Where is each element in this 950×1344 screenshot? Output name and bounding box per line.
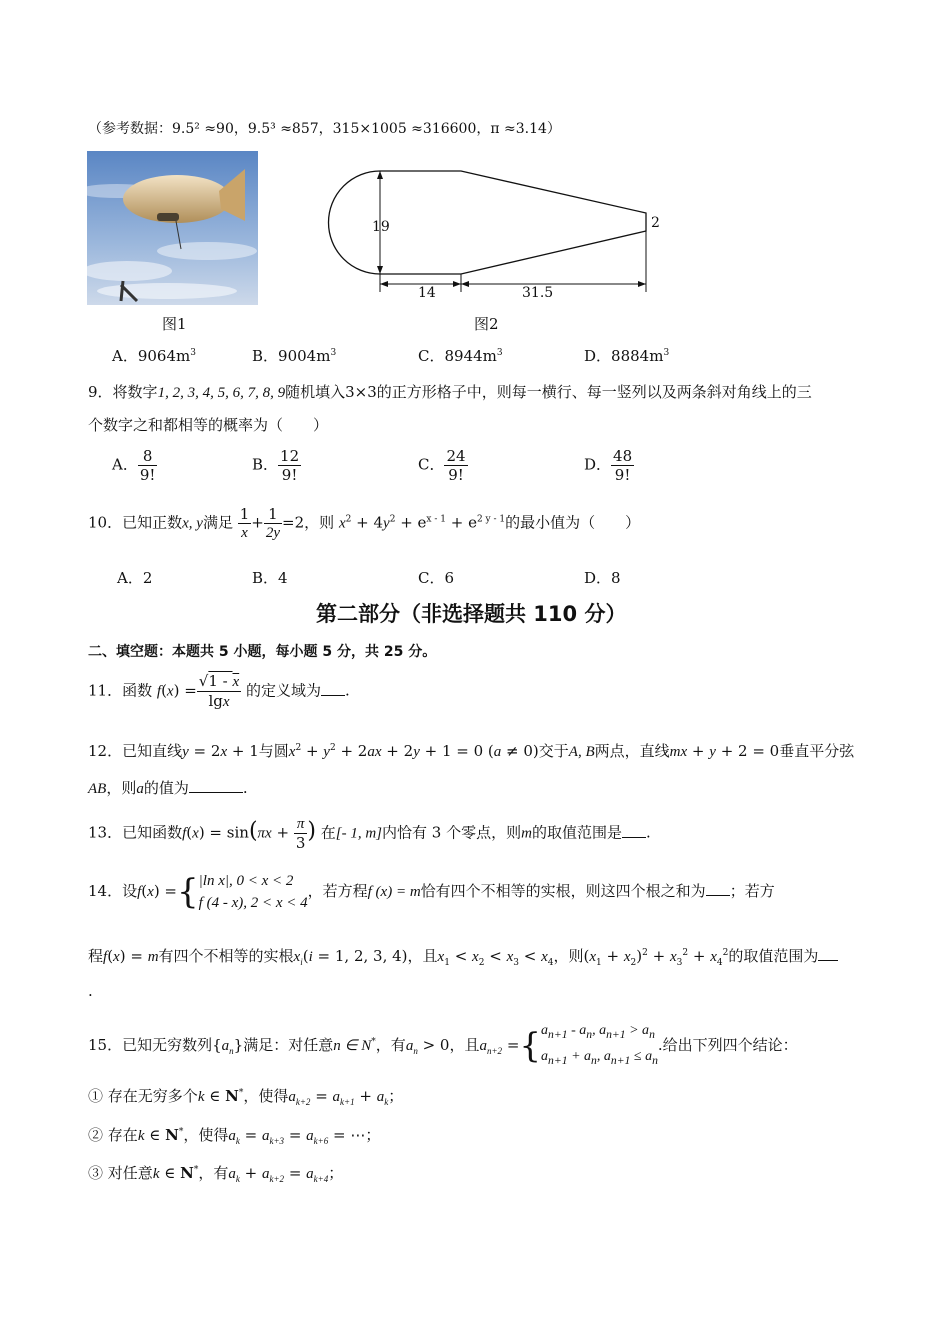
q10-stem: 10．已知正数x, y满足 $\frac{1}{x}$ + $\frac{1}{2y}$ =2，则 $x^2 + 4y^2 + e^{x - 1} + e^{2 y - 1}$的最小值为（ ）: [88, 505, 641, 541]
q8-option-d[interactable]: D．$8884m^3$: [584, 347, 670, 365]
section2-header: 二、填空题：本题共 5 小题，每小题 5 分，共 25 分。: [88, 644, 437, 660]
reference-data: （参考数据：9.5² ≈90，9.5³ ≈857，315×1005 ≈316600，π ≈3.14）: [88, 121, 561, 137]
figure1-airship-photo: [87, 151, 258, 305]
q15-stem: 15．已知无穷数列$\{a_n\}$满足：对任意n ∈ N*，有$a_n > 0$，且$a_{n+2}$ ={ $a_{n+1} - a_n$, $a_{n+1} > a_n$ $a_{n+1} + a_n$, $a_{n+1} \le a_n$ .给出下列四个结论：: [88, 1023, 798, 1067]
q10-option-d[interactable]: D．8: [584, 569, 621, 587]
q9-line2: 个数字之和都相等的概率为（ ）: [88, 416, 329, 434]
figure2-caption: 图2: [474, 315, 499, 333]
q14-line2: 程f(x) = m有四个不相等的实根$x_i(i = 1$, 2, 3, 4)，且$x_1 < x_2 < x_3 < x_4$，则$(x_1 + x_2)^2 + x_3^2 + x_4^2$的取值范围为: [88, 945, 838, 968]
q10-option-b[interactable]: B．4: [252, 569, 288, 587]
q9-option-a[interactable]: A． $\frac{8}{9!}$: [112, 447, 156, 484]
q9-option-d[interactable]: D． $\frac{48}{9!}$: [584, 447, 633, 484]
figure2-label-14: 14: [418, 285, 436, 301]
q8-option-a[interactable]: A．$9064m^3$: [112, 347, 196, 365]
q9-line1: 9．将数字1, 2, 3, 4, 5, 6, 7, 8, 9随机填入3×3的正方形格子中，则每一横行、每一竖列以及两条斜对角线上的三: [88, 383, 812, 401]
figure1-caption: 图1: [162, 315, 187, 333]
conclusion-3: ③ 对任意k ∈ N*，有$a_k + a_{k+2} = a_{k+4}$；: [88, 1164, 344, 1184]
conclusion-1: ① 存在无穷多个k ∈ N*，使得$a_{k+2} = a_{k+1} + a_k$；: [88, 1087, 404, 1107]
conclusion-2: ② 存在k ∈ N*，使得$a_k = a_{k+3} = a_{k+6}$ = ⋯；: [88, 1126, 381, 1146]
part2-title: 第二部分（非选择题共 110 分）: [316, 602, 627, 626]
figure2-label-31-5: 31.5: [522, 285, 554, 301]
q9-option-c[interactable]: C． $\frac{24}{9!}$: [418, 447, 466, 484]
q13-stem: 13．已知函数f(x) = sin(πx + $\frac{\pi}{3}$ ) 在[- 1, m]内恰有 3 个零点，则m的取值范围是 .: [88, 816, 651, 852]
q9-option-b[interactable]: B． $\frac{12}{9!}$: [252, 447, 300, 484]
q12-line2: AB，则a的值为 .: [88, 779, 248, 797]
figure2-label-19: 19: [372, 219, 390, 235]
q8-option-c[interactable]: C．$8944m^3$: [418, 347, 503, 365]
q14-end: .: [88, 982, 93, 1000]
q10-option-c[interactable]: C．6: [418, 569, 455, 587]
q12-line1: 12．已知直线y = 2x + 1与圆$x^2 + y^2 + 2ax + 2y + 1 = 0$ (a ≠ 0)交于A, B两点，直线mx + y + 2 = 0垂直平分弦: [88, 742, 855, 760]
q14-line1: 14．设f(x) ={ |ln x|, 0 < x < 2 f (4 - x), 2 < x < 4 ，若方程f (x) = m恰有四个不相等的实根，则这四个根之和为 ；若方: [88, 872, 775, 912]
q8-option-b[interactable]: B．$9004m^3$: [252, 347, 337, 365]
q10-option-a[interactable]: A．2: [117, 569, 153, 587]
figure2-label-2: 2: [651, 215, 660, 231]
q11-stem: 11．函数 f(x) = $\frac{√1 - x}{\lg x}$ 的定义域为 .: [88, 672, 350, 710]
